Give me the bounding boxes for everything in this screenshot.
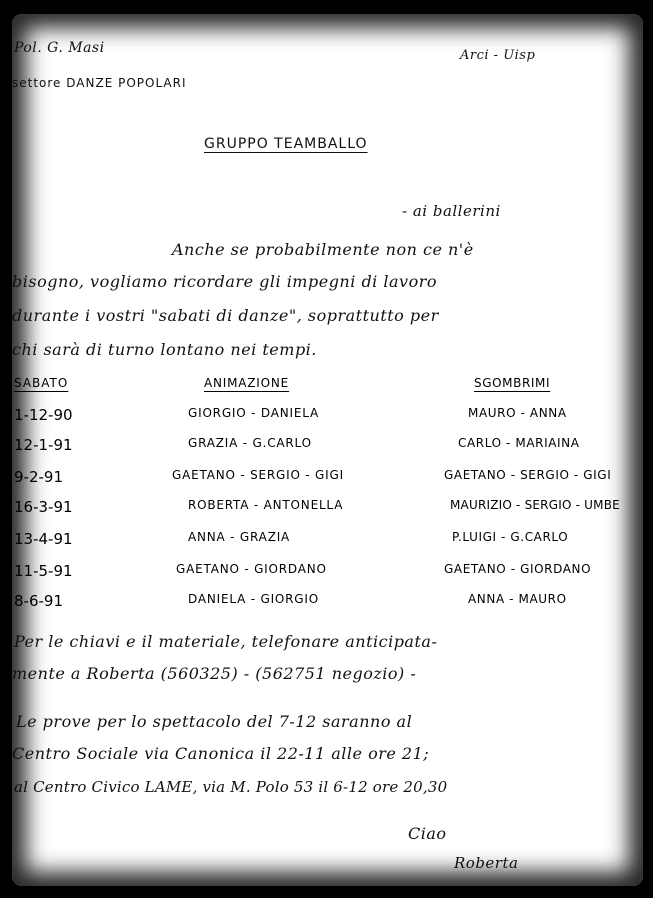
row-date: 11-5-91 [14, 562, 73, 580]
table-row [12, 562, 643, 588]
row-animazione: GAETANO - SERGIO - GIGI [172, 468, 344, 482]
table-row [12, 436, 643, 462]
row-date: 13-4-91 [14, 530, 73, 548]
table-row [12, 406, 643, 432]
salutation: - ai ballerini [402, 202, 501, 220]
intro-line-3: durante i vostri "sabati di danze", soprattutto per [12, 306, 439, 325]
row-animazione: GIORGIO - DANIELA [188, 406, 319, 420]
row-sgombrimi: GAETANO - SERGIO - GIGI [444, 468, 612, 482]
notes-line-5: al Centro Civico LAME, via M. Polo 53 il 6-12 ore 20,30 [14, 778, 448, 796]
notes-line-1: Per le chiavi e il materiale, telefonare anticipata- [14, 632, 438, 651]
header-animazione: ANIMAZIONE [204, 376, 290, 390]
row-animazione: ANNA - GRAZIA [188, 530, 291, 544]
signature: Roberta [454, 854, 519, 872]
letter-title: GRUPPO TEAMBALLO [204, 136, 368, 152]
row-sgombrimi: MAURO - ANNA [468, 406, 567, 420]
row-date: 16-3-91 [14, 498, 73, 516]
row-animazione: DANIELA - GIORGIO [188, 592, 319, 606]
row-date: 1-12-90 [14, 406, 73, 424]
header-sgombrimi: SGOMBRIMI [474, 376, 551, 390]
table-row [12, 530, 643, 556]
row-animazione: ROBERTA - ANTONELLA [188, 498, 344, 512]
header-sabato: SABATO [14, 376, 69, 390]
table-row [12, 468, 643, 494]
intro-line-4: chi sarà di turno lontano nei tempi. [12, 340, 317, 359]
notes-line-3: Le prove per lo spettacolo del 7-12 saranno al [16, 712, 413, 731]
row-animazione: GRAZIA - G.CARLO [188, 436, 312, 450]
row-date: 8-6-91 [14, 592, 63, 610]
row-sgombrimi: ANNA - MAURO [468, 592, 567, 606]
header-association: Arci - Uisp [460, 48, 536, 63]
notes-line-2: mente a Roberta (560325) - (562751 negozio) - [12, 664, 417, 683]
table-row [12, 592, 643, 618]
intro-line-2: bisogno, vogliamo ricordare gli impegni di lavoro [12, 272, 437, 291]
letter-page [12, 14, 643, 886]
header-org: Pol. G. Masi [14, 40, 105, 56]
row-sgombrimi: MAURIZIO - SERGIO - UMBE [450, 498, 620, 512]
header-section: settore DANZE POPOLARI [12, 76, 187, 90]
row-sgombrimi: GAETANO - GIORDANO [444, 562, 592, 576]
closing: Ciao [408, 824, 447, 843]
row-sgombrimi: CARLO - MARIAINA [458, 436, 580, 450]
row-sgombrimi: P.LUIGI - G.CARLO [452, 530, 569, 544]
intro-line-1: Anche se probabilmente non ce n'è [172, 240, 474, 259]
row-animazione: GAETANO - GIORDANO [176, 562, 327, 576]
table-header-row [12, 376, 643, 402]
row-date: 12-1-91 [14, 436, 73, 454]
notes-line-4: Centro Sociale via Canonica il 22-11 alle ore 21; [12, 744, 430, 763]
table-row [12, 498, 643, 524]
row-date: 9-2-91 [14, 468, 63, 486]
